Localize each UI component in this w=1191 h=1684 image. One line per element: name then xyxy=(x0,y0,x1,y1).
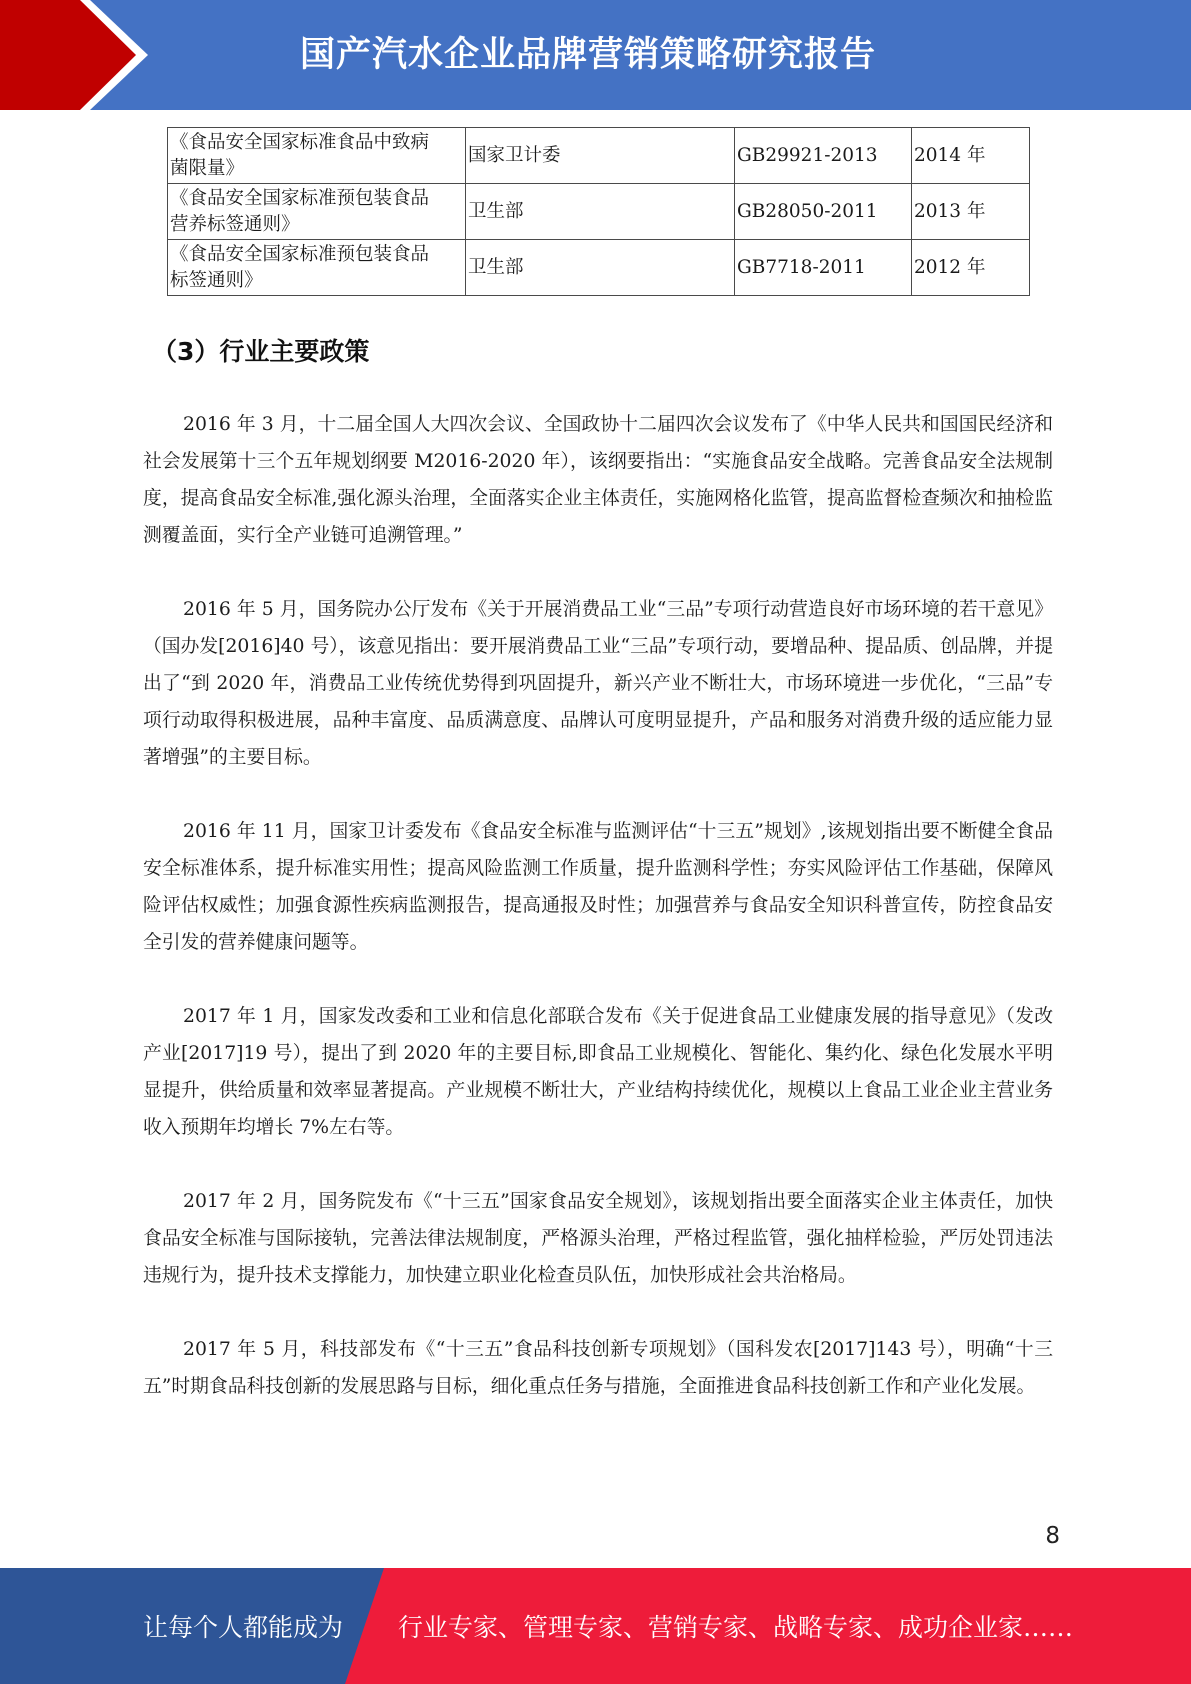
standards-table xyxy=(167,127,1030,296)
page-number: 8 xyxy=(1045,1523,1060,1549)
code-cell: GB7718-2011 xyxy=(735,240,912,296)
standard-name-cell: 《食品安全国家标准预包装食品 营养标签通则》 xyxy=(168,184,466,240)
footer-slogan-left: 让每个人都能成为 xyxy=(143,1613,344,1642)
footer-banner xyxy=(0,1568,1191,1684)
policy-paragraph: 2017 年 1 月，国家发改委和工业和信息化部联合发布《关于促进食品工业健康发展的指导意见》（发改产业[2017]19 号），提出了到 2020 年的主要目标,即食品工业规模化、智能化、集约化、绿色化发展水平明显提升，供给质量和效率显著提高。产业规模不断壮大，产业结构持续优化，规模以上食品工业企业主营业务收入预期年均增长 7%左右等。 xyxy=(143,1006,1053,1138)
issuer-cell: 国家卫计委 xyxy=(466,128,735,184)
policy-paragraph: 2016 年 5 月，国务院办公厅发布《关于开展消费品工业“三品”专项行动营造良好市场环境的若干意见》（国办发[2016]40 号），该意见指出：要开展消费品工业“三品”专项行动，要增品种、提品质、创品牌，并提出了“到 2020 年，消费品工业传统优势得到巩固提升，新兴产业不断壮大，市场环境进一步优化，“三品”专项行动取得积极进展，品种丰富度、品质满意度、品牌认可度明显提升，产品和服务对消费升级的适应能力显著增强”的主要目标。 xyxy=(143,599,1053,768)
code-cell: GB29921-2013 xyxy=(735,128,912,184)
table-row xyxy=(168,128,1030,184)
standard-name-cell: 《食品安全国家标准预包装食品 标签通则》 xyxy=(168,240,466,296)
footer-slogan-right: 行业专家、管理专家、营销专家、战略专家、成功企业家…… xyxy=(398,1613,1074,1642)
policy-paragraph: 2016 年 3 月，十二届全国人大四次会议、全国政协十二届四次会议发布了《中华人民共和国国民经济和社会发展第十三个五年规划纲要 M2016-2020 年），该纲要指出：“实施食品安全战略。完善食品安全法规制度，提高食品安全标准,强化源头治理，全面落实企业主体责任，实施网格化监管，提高监督检查频次和抽检监测覆盖面，实行全产业链可追溯管理。” xyxy=(143,414,1053,546)
year-cell: 2012 年 xyxy=(912,240,1030,296)
issuer-cell: 卫生部 xyxy=(466,240,735,296)
issuer-cell: 卫生部 xyxy=(466,184,735,240)
section-heading: （3）行业主要政策 xyxy=(152,337,370,366)
policy-paragraph: 2017 年 2 月，国务院发布《“十三五”国家食品安全规划》，该规划指出要全面落实企业主体责任，加快食品安全标准与国际接轨，完善法律法规制度，严格源头治理，严格过程监管，强化抽样检验，严厉处罚违法违规行为，提升技术支撑能力，加快建立职业化检查员队伍，加快形成社会共治格局。 xyxy=(143,1191,1053,1286)
code-cell: GB28050-2011 xyxy=(735,184,912,240)
year-cell: 2014 年 xyxy=(912,128,1030,184)
policy-paragraph: 2017 年 5 月，科技部发布《“十三五”食品科技创新专项规划》（国科发农[2017]143 号），明确“十三五”时期食品科技创新的发展思路与目标，细化重点任务与措施，全面推进食品科技创新工作和产业化发展。 xyxy=(143,1339,1053,1397)
table-row xyxy=(168,184,1030,240)
report-title: 国产汽水企业品牌营销策略研究报告 xyxy=(300,35,877,75)
policy-body xyxy=(143,406,1053,1442)
standard-name-cell: 《食品安全国家标准食品中致病 菌限量》 xyxy=(168,128,466,184)
year-cell: 2013 年 xyxy=(912,184,1030,240)
header-banner xyxy=(0,0,1191,110)
table-row xyxy=(168,240,1030,296)
policy-paragraph: 2016 年 11 月，国家卫计委发布《食品安全标准与监测评估“十三五”规划》,该规划指出要不断健全食品安全标准体系，提升标准实用性；提高风险监测工作质量，提升监测科学性；夯实风险评估工作基础，保障风险评估权威性；加强食源性疾病监测报告，提高通报及时性；加强营养与食品安全知识科普宣传，防控食品安全引发的营养健康问题等。 xyxy=(143,821,1053,953)
